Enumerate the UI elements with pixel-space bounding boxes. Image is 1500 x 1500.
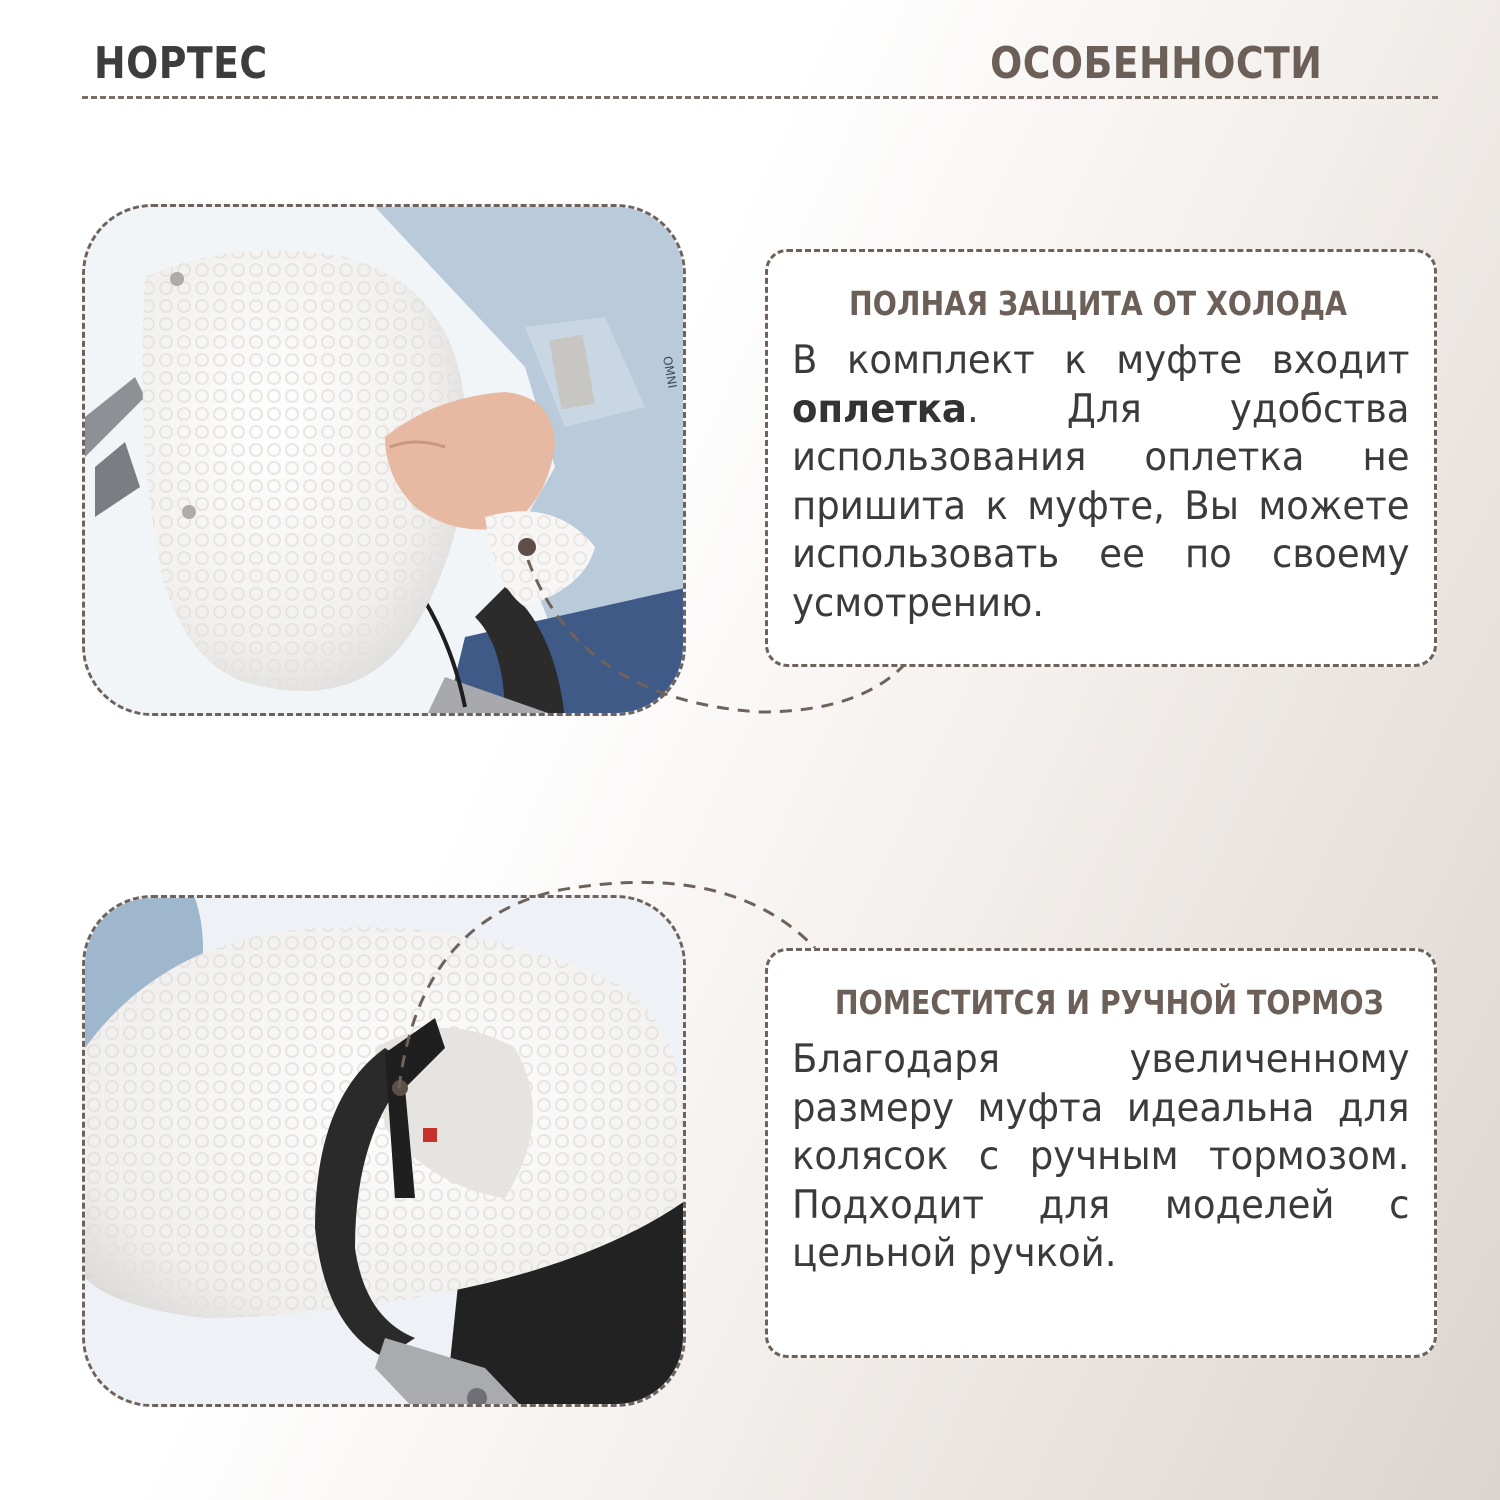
feature-text-end: . Для удобства использования оплетка не пришита к муфте, Вы можете использовать ее по своему усмотрению.: [792, 386, 1410, 626]
section-title: ОСОБЕННОСТИ: [989, 38, 1322, 89]
header-divider: [82, 96, 1438, 99]
feature-card-cold-protection: [765, 249, 1437, 667]
feature-description: [792, 337, 1410, 628]
feature-text-start: В комплект к муфте входит: [792, 338, 1410, 383]
photo-illustration: [85, 898, 686, 1407]
feature-card-hand-brake: [765, 948, 1437, 1358]
feature-description: Благодаря увеличенному размеру муфта идеальна для колясок с ручным тормозом. Подходит для моделей с цельной ручкой.: [792, 1037, 1410, 1276]
feature-title: ПОЛНАЯ ЗАЩИТА ОТ ХОЛОДА: [849, 284, 1347, 323]
photo-illustration: [85, 207, 686, 716]
photo-muff-hand-brake: [82, 895, 686, 1407]
feature-text-bold: оплетка: [792, 386, 967, 432]
feature-title: ПОМЕСТИТСЯ И РУЧНОЙ ТОРМОЗ: [834, 983, 1384, 1022]
brand-logo: НОРТЕС: [94, 38, 268, 89]
photo-muff-cold-protection: [82, 204, 686, 716]
sleeve-brand-text: OMNI: [660, 355, 680, 390]
